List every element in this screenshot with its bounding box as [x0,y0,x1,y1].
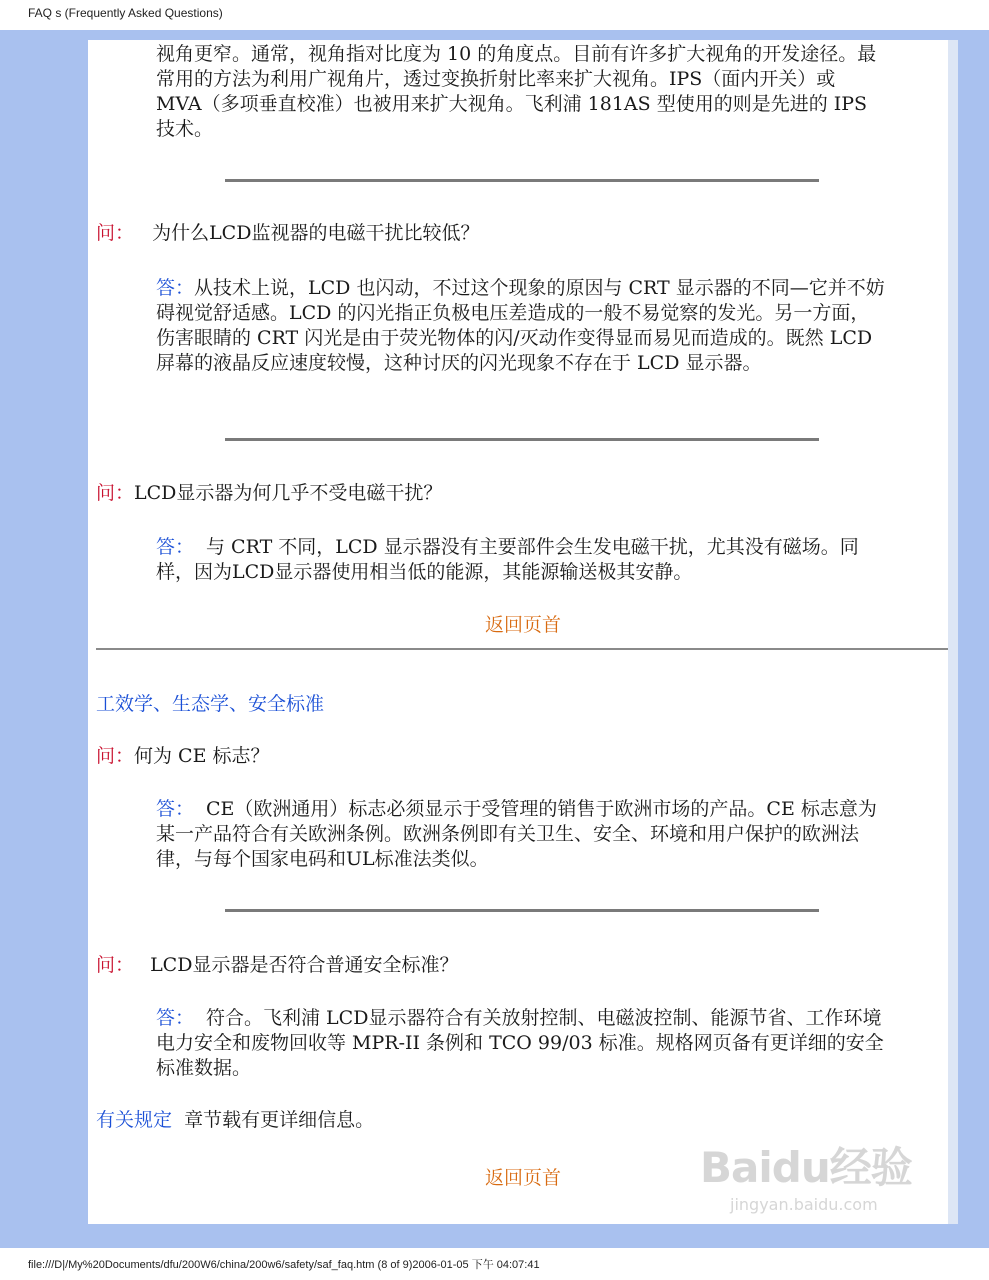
baidu-watermark [700,1135,940,1245]
watermark-logo: Baidu经验 [700,1143,912,1192]
back-to-top-link[interactable]: 返回页首 [484,1167,561,1189]
question-label: 问： [96,482,135,504]
divider [225,438,819,441]
faq-answer [156,797,886,872]
answer-label: 答： [156,277,195,299]
question-label: 问： [96,745,135,767]
regulatory-text: 章节载有更详细信息。 [184,1109,375,1131]
print-footer-path: file:///D|/My%20Documents/dfu/200W6/china/200w6/safety/saf_faq.htm (8 of 9)2006-01-05 下午 04:07:41 [28,1259,540,1271]
regulatory-link[interactable]: 有关规定 [96,1109,173,1131]
section-heading[interactable]: 工效学、生态学、安全标准 [96,693,325,715]
divider [225,909,819,912]
divider [225,179,819,182]
faq-answer [156,1006,886,1081]
print-header-title: FAQ s (Frequently Asked Questions) [28,6,223,20]
answer-text: 符合。飞利浦 LCD显示器符合有关放射控制、电磁波控制、能源节省、工作环境电力安全和废物回收等 MPR-II 条例和 TCO 99/03 标准。规格网页备有更详细的安全标准数据。 [156,1007,884,1079]
section-divider [96,648,948,650]
faq-question [96,744,916,769]
regulatory-note [96,1108,916,1133]
answer-text: 与 CRT 不同，LCD 显示器没有主要部件会生发电磁干扰，尤其没有磁场。同样，因为LCD显示器使用相当低的能源，其能源输送极其安静。 [156,536,859,583]
answer-label: 答： [156,536,195,558]
question-text: 何为 CE 标志？ [134,745,270,767]
answer-label: 答： [156,1007,195,1029]
answer-label: 答： [156,798,195,820]
faq-question [96,953,916,978]
question-text: LCD显示器为何几乎不受电磁干扰？ [134,482,443,504]
question-text: LCD显示器是否符合普通安全标准？ [150,954,459,976]
intro-paragraph: 视角更窄。通常，视角指对比度为 10 的角度点。目前有许多扩大视角的开发途径。最常用的方法为利用广视角片，透过变换折射比率来扩大视角。IPS（面内开关）或 MVA（多项垂直校准）也被用来扩大视角。飞利浦 181AS 型使用的则是先进的 IPS 技术。 [156,43,877,140]
content-page [88,40,958,1224]
back-to-top-link[interactable]: 返回页首 [484,614,561,636]
faq-answer [156,276,886,376]
faq-question [96,481,916,506]
question-text: 为什么LCD监视器的电磁干扰比较低？ [152,222,480,244]
answer-text: 从技术上说，LCD 也闪动，不过这个现象的原因与 CRT 显示器的不同—它并不妨碍视觉舒适感。LCD 的闪光指正负极电压差造成的一般不易觉察的发光。另一方面，伤害眼睛的 CRT 闪光是由于荧光物体的闪/灭动作变得显而易见而造成的。既然 LCD 屏幕的液晶反应速度较慢，这种讨厌的闪光现象不存在于 LCD 显示器。 [156,277,885,374]
watermark-url: jingyan.baidu.com [730,1195,878,1214]
question-label: 问： [96,222,135,244]
faq-answer [156,535,886,585]
question-label: 问： [96,954,135,976]
faq-question [96,221,916,246]
answer-text: CE（欧洲通用）标志必须显示于受管理的销售于欧洲市场的产品。CE 标志意为某一产品符合有关欧洲条例。欧洲条例即有关卫生、安全、环境和用户保护的欧洲法律，与每个国家电码和UL标准法类似。 [156,798,877,870]
